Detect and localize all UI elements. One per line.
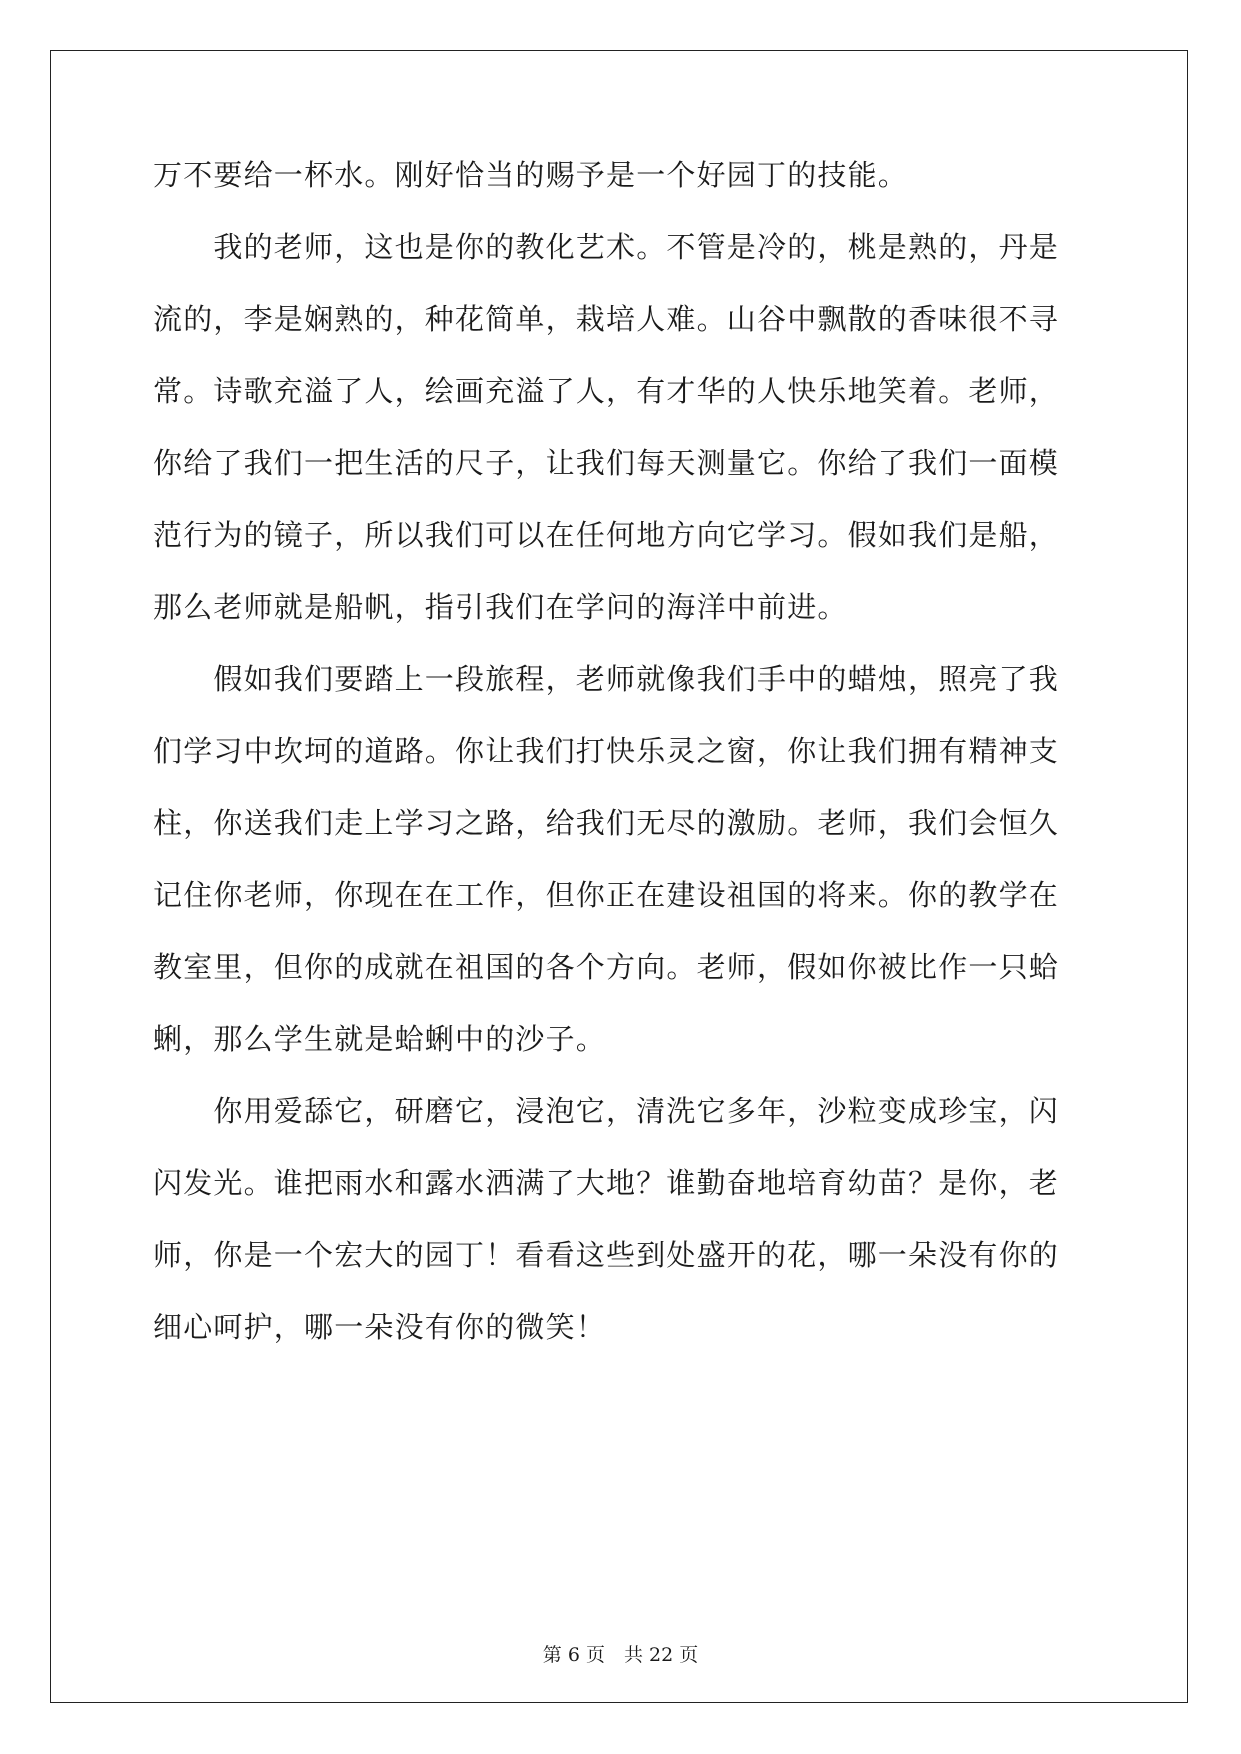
body-line: 那么老师就是船帆，指引我们在学问的海洋中前进。 — [153, 590, 848, 624]
body-line: 师，你是一个宏大的园丁！看看这些到处盛开的花，哪一朵没有你的 — [153, 1238, 1060, 1272]
body-line: 闪发光。谁把雨水和露水洒满了大地？谁勤奋地培育幼苗？是你，老 — [153, 1166, 1060, 1200]
body-line: 蜊，那么学生就是蛤蜊中的沙子。 — [153, 1022, 607, 1056]
body-line: 万不要给一杯水。刚好恰当的赐予是一个好园丁的技能。 — [153, 158, 909, 192]
body-line: 常。诗歌充溢了人，绘画充溢了人，有才华的人快乐地笑着。老师， — [153, 374, 1060, 408]
body-line: 范行为的镜子，所以我们可以在任何地方向它学习。假如我们是船， — [153, 518, 1060, 552]
body-line: 柱，你送我们走上学习之路，给我们无尽的激励。老师，我们会恒久 — [153, 806, 1060, 840]
body-line: 细心呵护，哪一朵没有你的微笑！ — [153, 1310, 607, 1344]
page-number: 第 6 页 共 22 页 — [542, 1644, 699, 1666]
body-line: 假如我们要踏上一段旅程，老师就像我们手中的蜡烛，照亮了我 — [153, 662, 1060, 696]
body-line: 你给了我们一把生活的尺子，让我们每天测量它。你给了我们一面模 — [153, 446, 1060, 480]
body-line: 流的，李是娴熟的，种花简单，栽培人难。山谷中飘散的香味很不寻 — [153, 302, 1060, 336]
body-line: 你用爱舔它，研磨它，浸泡它，清洗它多年，沙粒变成珍宝，闪 — [153, 1094, 1060, 1128]
body-line: 们学习中坎坷的道路。你让我们打快乐灵之窗，你让我们拥有精神支 — [153, 734, 1060, 768]
body-line: 教室里，但你的成就在祖国的各个方向。老师，假如你被比作一只蛤 — [153, 950, 1060, 984]
body-line: 我的老师，这也是你的教化艺术。不管是冷的，桃是熟的，丹是 — [153, 230, 1060, 264]
body-line: 记住你老师，你现在在工作，但你正在建设祖国的将来。你的教学在 — [153, 878, 1060, 912]
